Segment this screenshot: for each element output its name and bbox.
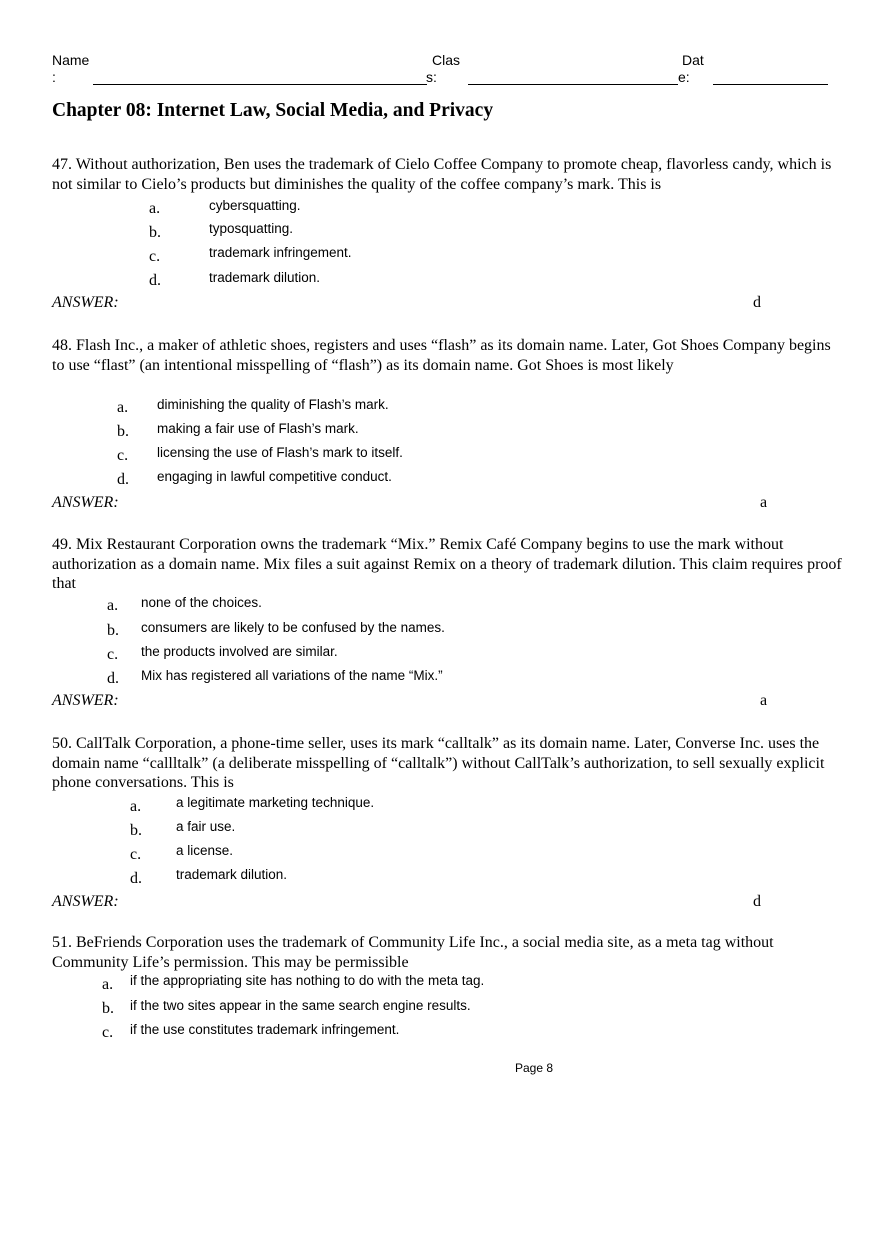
q47-choice-b-letter: b. (149, 224, 161, 241)
date-label-colon: e: (678, 69, 690, 85)
q48-answer-value: a (760, 494, 768, 511)
q49-choice-d: Mix has registered all variations of the name “Mix.” (141, 668, 443, 683)
q50-choice-a-letter: a. (130, 798, 142, 815)
q48-choice-d-letter: d. (117, 471, 129, 488)
q47-choice-d-letter: d. (149, 272, 161, 289)
question-47-stem: 47. Without authorization, Ben uses the trademark of Cielo Coffee Company to promote cheap, flavorless candy, which is not similar to Cielo’s products but diminishes the quality of the coffee company’s mark. This is (52, 156, 832, 193)
q49-choice-c-letter: c. (107, 646, 119, 663)
q50-choice-b-letter: b. (130, 822, 142, 839)
class-label: Clas (432, 52, 461, 68)
question-48-stem: 48. Flash Inc., a maker of athletic shoes, registers and uses “flash” as its domain name. Later, Got Shoes Company begins to use “flast” (an intentional misspelling of “flash”) as its domain name. Got Shoes is most likely (52, 337, 831, 374)
q51-choice-b-letter: b. (102, 1000, 114, 1017)
q51-choice-c: if the use constitutes trademark infringement. (130, 1022, 400, 1037)
q50-choice-c: a license. (176, 843, 234, 858)
q51-choice-a-letter: a. (102, 976, 114, 993)
q50-choice-d: trademark dilution. (176, 867, 288, 882)
q49-answer-label: ANSWER: (52, 692, 119, 709)
name-label: Name (52, 52, 90, 68)
q47-choice-a-letter: a. (149, 200, 161, 217)
q48-choice-d: engaging in lawful competitive conduct. (157, 469, 392, 484)
q48-choice-a: diminishing the quality of Flash’s mark. (157, 397, 389, 412)
q47-choice-a: cybersquatting. (209, 198, 301, 213)
q48-choice-c-letter: c. (117, 447, 129, 464)
q50-choice-b: a fair use. (176, 819, 236, 834)
question-50-stem: 50. CallTalk Corporation, a phone-time seller, uses its mark “calltalk” as its domain name. Later, Converse Inc. uses the domain name “callltalk” (a deliberate misspelling of “calltalk”) without CallTalk’s authorization, to sell sexually explicit phone conversations. This is (52, 735, 825, 791)
q49-choice-b-letter: b. (107, 622, 119, 639)
date-label: Dat (682, 52, 704, 68)
q48-choice-b: making a fair use of Flash’s mark. (157, 421, 359, 436)
q49-choice-d-letter: d. (107, 670, 119, 687)
q50-choice-d-letter: d. (130, 870, 142, 887)
q48-answer-label: ANSWER: (52, 494, 119, 511)
date-field-line[interactable] (713, 84, 828, 85)
q47-answer-value: d (753, 294, 761, 311)
q51-choice-a: if the appropriating site has nothing to do with the meta tag. (130, 973, 485, 988)
q48-choice-b-letter: b. (117, 423, 129, 440)
question-51-stem: 51. BeFriends Corporation uses the trademark of Community Life Inc., a social media site, as a meta tag without Community Life’s permission. This may be permissible (52, 934, 774, 971)
class-label-colon: s: (426, 69, 437, 85)
name-field-line[interactable] (93, 84, 427, 85)
class-field-line[interactable] (468, 84, 678, 85)
q48-choice-c: licensing the use of Flash’s mark to itself. (157, 445, 403, 460)
q47-answer-label: ANSWER: (52, 294, 119, 311)
q49-choice-a: none of the choices. (141, 595, 262, 610)
chapter-title: Chapter 08: Internet Law, Social Media, and Privacy (52, 100, 494, 121)
q47-choice-c: trademark infringement. (209, 245, 352, 260)
question-49-stem: 49. Mix Restaurant Corporation owns the trademark “Mix.” Remix Café Company begins to use the mark without authorization as a domain name. Mix files a suit against Remix on a theory of trademark dilution. This claim requires proof that (52, 536, 842, 592)
q49-choice-c: the products involved are similar. (141, 644, 338, 659)
q50-answer-label: ANSWER: (52, 893, 119, 910)
q49-choice-a-letter: a. (107, 597, 119, 614)
q51-choice-b: if the two sites appear in the same search engine results. (130, 998, 471, 1013)
q50-choice-a: a legitimate marketing technique. (176, 795, 375, 810)
q49-choice-b: consumers are likely to be confused by the names. (141, 620, 445, 635)
name-label-colon: : (52, 69, 56, 85)
q51-choice-c-letter: c. (102, 1024, 114, 1041)
q48-choice-a-letter: a. (117, 399, 129, 416)
q50-answer-value: d (753, 893, 761, 910)
q50-choice-c-letter: c. (130, 846, 142, 863)
page-number: Page 8 (515, 1061, 554, 1075)
q47-choice-d: trademark dilution. (209, 270, 321, 285)
q47-choice-c-letter: c. (149, 248, 161, 265)
q49-answer-value: a (760, 692, 768, 709)
q47-choice-b: typosquatting. (209, 221, 294, 236)
